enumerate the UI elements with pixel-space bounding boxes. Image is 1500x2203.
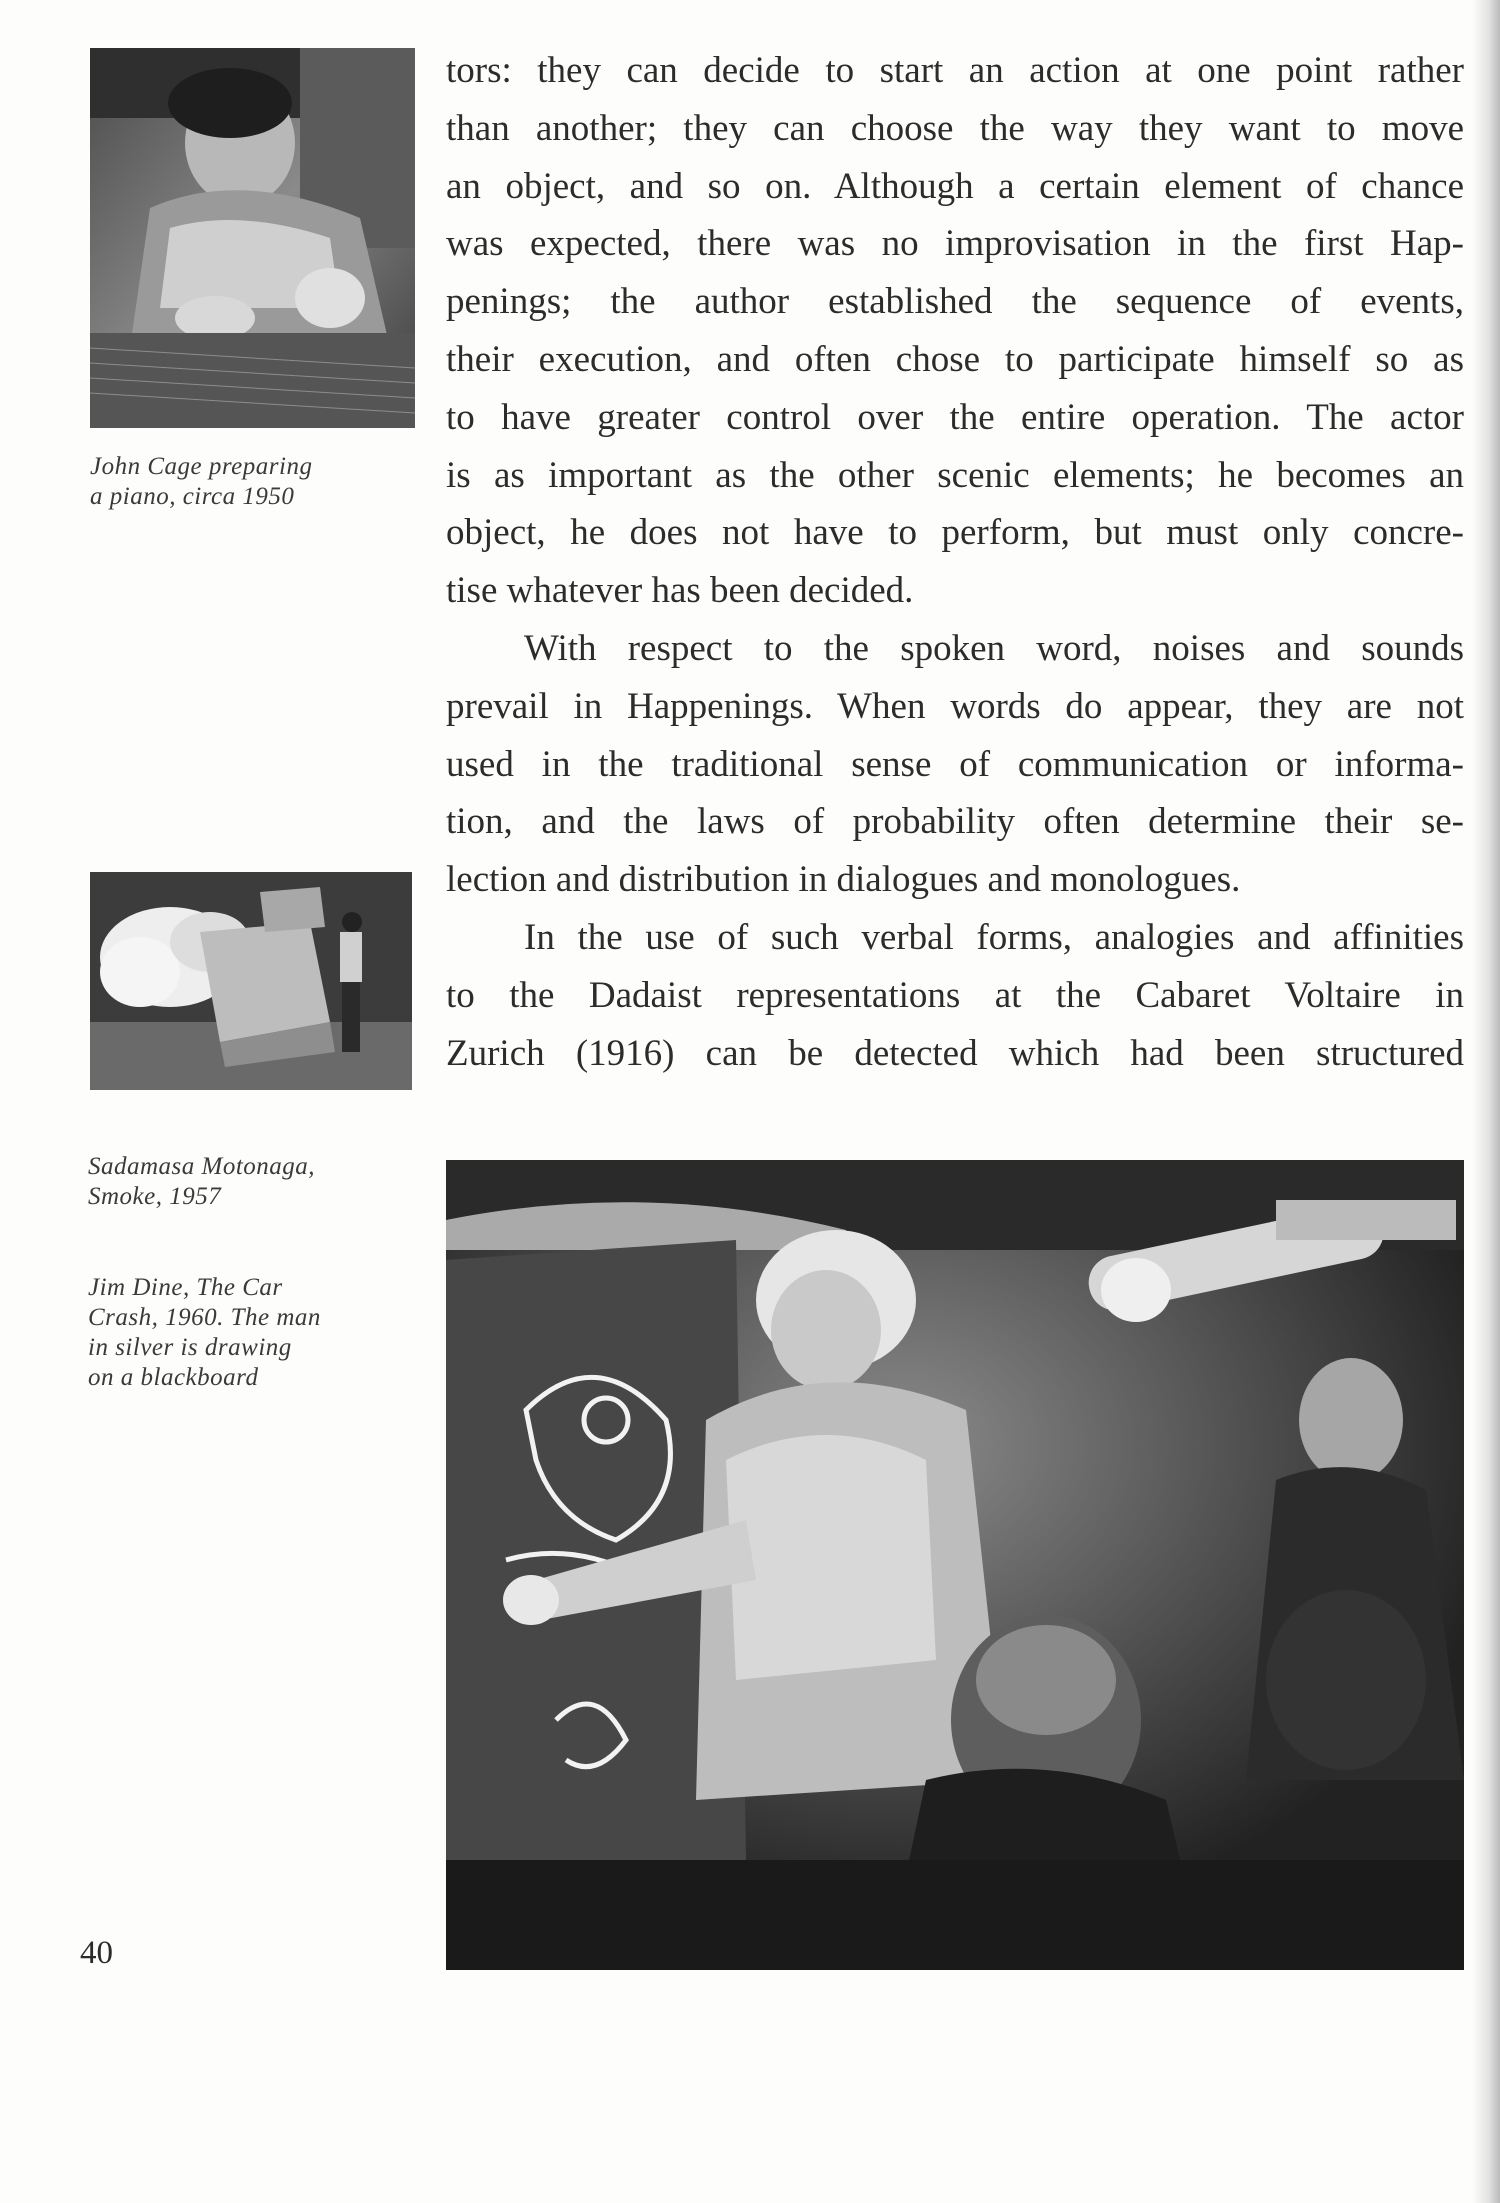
- body-line: to have greater control over the entire operation. The actor: [446, 396, 1464, 438]
- body-line: object, he does not have to perform, but must only concre-: [446, 512, 1464, 554]
- body-line: penings; the author established the sequence of events,: [446, 281, 1464, 323]
- caption-line: Smoke, 1957: [88, 1183, 222, 1210]
- body-line: used in the traditional sense of communication or informa-: [446, 743, 1464, 785]
- body-line: is as important as the other scenic elements; he becomes an: [446, 454, 1464, 496]
- caption-line: Crash, 1960. The man: [88, 1304, 321, 1331]
- caption-line: in silver is drawing: [88, 1334, 292, 1361]
- photo-smoke: [90, 872, 412, 1090]
- photo-john-cage-image: [90, 48, 415, 428]
- photo-car-crash: [446, 1160, 1464, 1970]
- body-line: lection and distribution in dialogues and monologues.: [446, 859, 1241, 901]
- body-line: Zurich (1916) can be detected which had been structured: [446, 1032, 1464, 1074]
- photo-car-crash-image: [446, 1160, 1464, 1970]
- caption-line: on a blackboard: [88, 1364, 259, 1391]
- body-line: prevail in Happenings. When words do appear, they are not: [446, 685, 1464, 727]
- body-line: tors: they can decide to start an action at one point rather: [446, 50, 1464, 91]
- photo-john-cage: [90, 48, 415, 428]
- caption-jim-dine: [88, 1273, 388, 1393]
- caption-smoke: [88, 1152, 388, 1212]
- photo-smoke-image: [90, 872, 412, 1090]
- caption-line: Sadamasa Motonaga,: [88, 1153, 316, 1180]
- scan-edge-shadow: [1472, 0, 1500, 2203]
- body-line: was expected, there was no improvisation in the first Hap-: [446, 223, 1464, 265]
- body-line: With respect to the spoken word, noises and sounds: [524, 627, 1464, 669]
- caption-line: John Cage preparing: [90, 453, 313, 480]
- caption-line: Jim Dine, The Car: [88, 1274, 283, 1301]
- body-line: than another; they can choose the way they want to move: [446, 107, 1464, 149]
- body-line: their execution, and often chose to participate himself so as: [446, 338, 1464, 380]
- body-line: In the use of such verbal forms, analogies and affinities: [524, 916, 1464, 958]
- body-line: to the Dadaist representations at the Cabaret Voltaire in: [446, 974, 1464, 1016]
- caption-line: a piano, circa 1950: [90, 483, 295, 510]
- body-line: tion, and the laws of probability often determine their se-: [446, 801, 1464, 843]
- body-line: tise whatever has been decided.: [446, 570, 914, 612]
- body-text: [446, 42, 1464, 1082]
- page-number: 40: [80, 1935, 113, 1971]
- body-line: an object, and so on. Although a certain element of chance: [446, 165, 1464, 207]
- caption-john-cage: [90, 452, 390, 512]
